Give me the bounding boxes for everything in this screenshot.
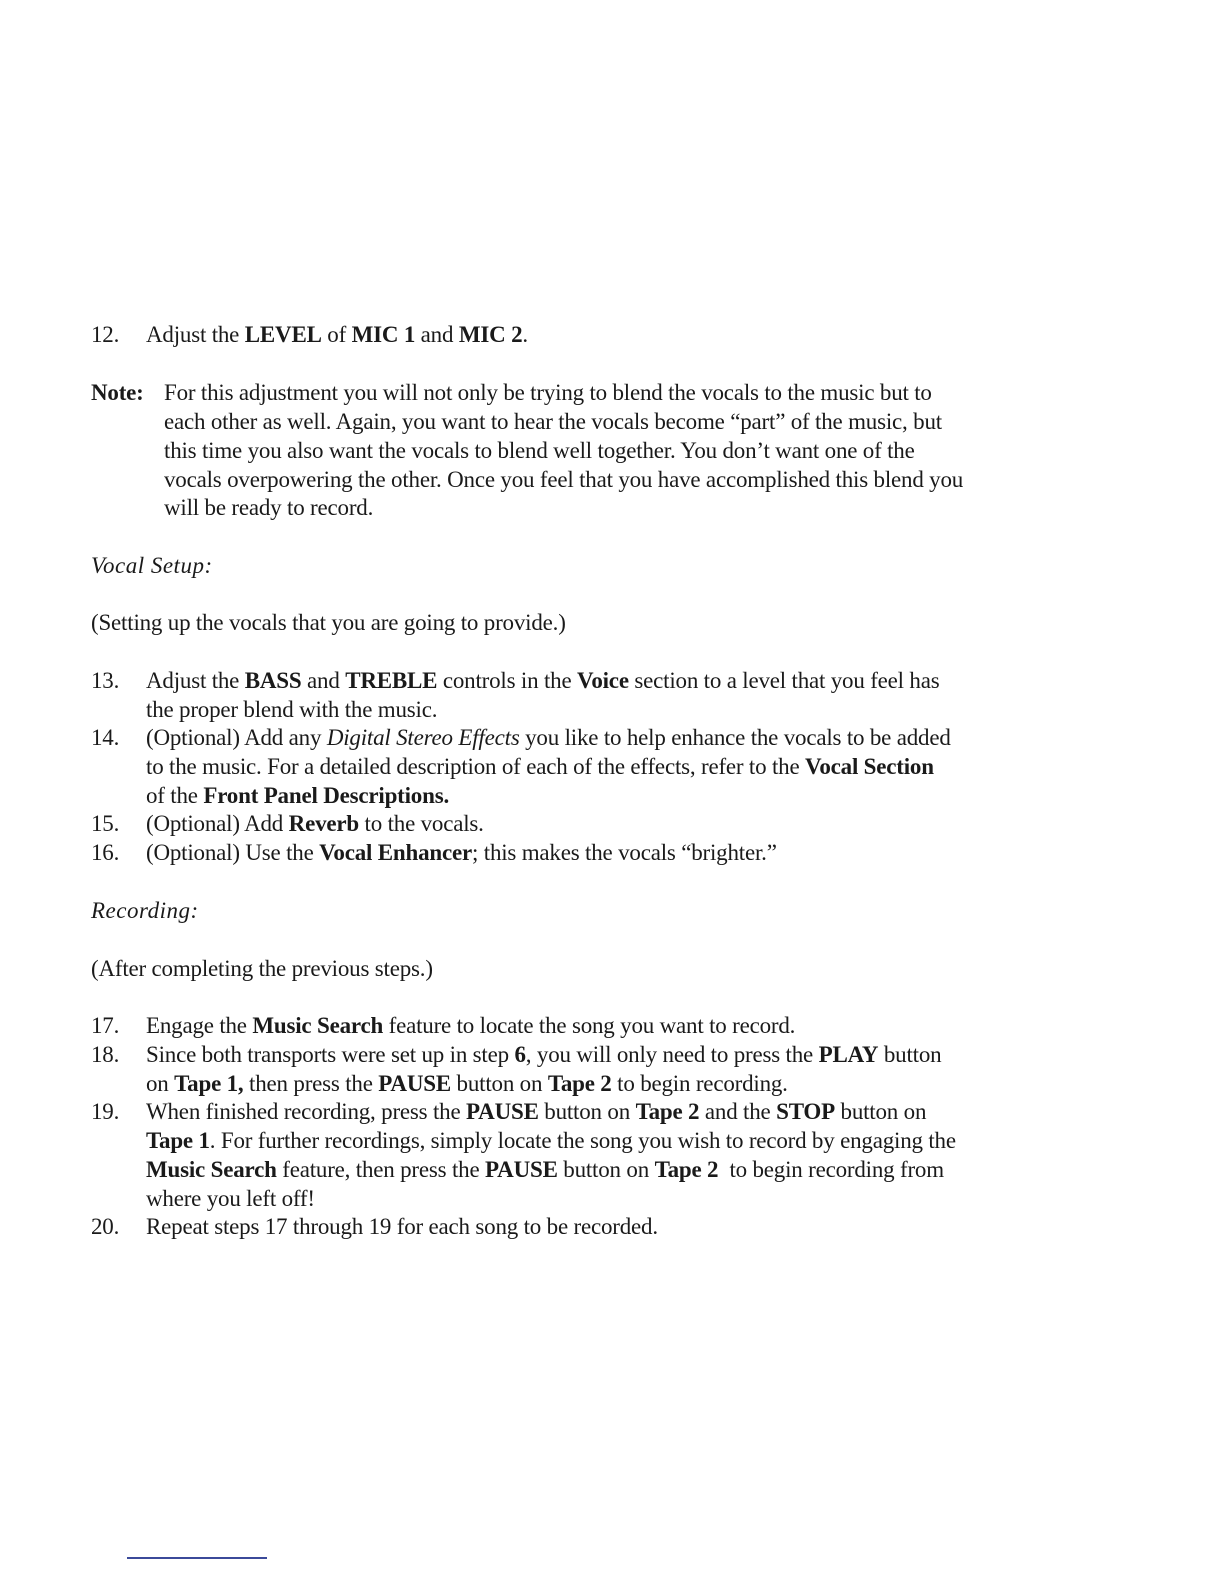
recording-intro: (After completing the previous steps.) [91, 956, 433, 981]
tape-1-label: Tape 1, [174, 1071, 244, 1096]
step-19-line-2: Tape 1. For further recordings, simply locate the song you wish to record by engaging the [146, 1128, 956, 1153]
step-12-number: 12. [91, 322, 120, 347]
step-19-line-1: When finished recording, press the PAUSE button on Tape 2 and the STOP button on [146, 1099, 927, 1124]
vocal-enhancer-label: Vocal Enhancer [319, 840, 473, 865]
step-15-text: (Optional) Add Reverb to the vocals. [146, 811, 484, 836]
vocal-setup-heading: Vocal Setup: [91, 553, 213, 578]
step-6-ref: 6 [514, 1042, 526, 1067]
vocal-section-ref: Vocal Section [805, 754, 934, 779]
mic-1-label: MIC 1 [351, 322, 416, 347]
front-panel-descriptions-ref: Front Panel Descriptions [203, 783, 444, 808]
recording-heading: Recording: [91, 898, 199, 923]
step-18-line-1: Since both transports were set up in step 6, you will only need to press the PLAY button [146, 1042, 942, 1067]
step-19-line-3: Music Search feature, then press the PAUSE button on Tape 2 to begin recording from [146, 1157, 944, 1182]
note-line-3: this time you also want the vocals to blend well together. You don’t want one of the [164, 438, 915, 463]
level-label: LEVEL [244, 322, 322, 347]
footer-rule [127, 1557, 267, 1559]
treble-label: TREBLE [345, 668, 438, 693]
step-16-number: 16. [91, 840, 120, 865]
mic-2-label: MIC 2 [458, 322, 523, 347]
note-label: Note: [91, 380, 144, 405]
vocal-setup-intro: (Setting up the vocals that you are going to provide.) [91, 610, 566, 635]
step-20-text: Repeat steps 17 through 19 for each song to be recorded. [146, 1214, 658, 1239]
stop-label: STOP [776, 1099, 835, 1124]
tape-1-label: Tape 1 [146, 1128, 210, 1153]
bass-label: BASS [244, 668, 302, 693]
music-search-label: Music Search [252, 1013, 384, 1038]
step-16-text: (Optional) Use the Vocal Enhancer; this makes the vocals “brighter.” [146, 840, 777, 865]
step-18-number: 18. [91, 1042, 120, 1067]
pause-label: PAUSE [378, 1071, 451, 1096]
tape-2-label: Tape 2 [654, 1157, 719, 1182]
step-17-number: 17. [91, 1013, 120, 1038]
step-19-line-4: where you left off! [146, 1186, 315, 1211]
step-14-line-1: (Optional) Add any Digital Stereo Effects you like to help enhance the vocals to be added [146, 725, 951, 750]
note-line-1: For this adjustment you will not only be trying to blend the vocals to the music but to [164, 380, 932, 405]
play-label: PLAY [818, 1042, 879, 1067]
step-14-line-3: of the Front Panel Descriptions. [146, 783, 450, 808]
digital-stereo-effects-term: Digital Stereo Effects [326, 725, 520, 750]
step-19-number: 19. [91, 1099, 120, 1124]
step-13-line-1: Adjust the BASS and TREBLE controls in the Voice section to a level that you feel has [146, 668, 940, 693]
step-20-number: 20. [91, 1214, 120, 1239]
reverb-label: Reverb [288, 811, 359, 836]
pause-label: PAUSE [466, 1099, 539, 1124]
note-line-2: each other as well. Again, you want to hear the vocals become “part” of the music, but [164, 409, 942, 434]
step-14-line-2: to the music. For a detailed description of each of the effects, refer to the Vocal Section [146, 754, 934, 779]
note-line-5: will be ready to record. [164, 495, 374, 520]
step-14-number: 14. [91, 725, 120, 750]
tape-2-label: Tape 2 [635, 1099, 700, 1124]
step-12-text: Adjust the LEVEL of MIC 1 and MIC 2. [146, 322, 528, 347]
step-13-number: 13. [91, 668, 120, 693]
tape-2-label: Tape 2 [547, 1071, 612, 1096]
pause-label: PAUSE [485, 1157, 558, 1182]
step-15-number: 15. [91, 811, 120, 836]
step-18-line-2: on Tape 1, then press the PAUSE button on Tape 2 to begin recording. [146, 1071, 788, 1096]
note-line-4: vocals overpowering the other. Once you feel that you have accomplished this blend you [164, 467, 964, 492]
step-13-line-2: the proper blend with the music. [146, 697, 438, 722]
voice-label: Voice [577, 668, 629, 693]
music-search-label: Music Search [146, 1157, 277, 1182]
step-17-text: Engage the Music Search feature to locate the song you want to record. [146, 1013, 796, 1038]
